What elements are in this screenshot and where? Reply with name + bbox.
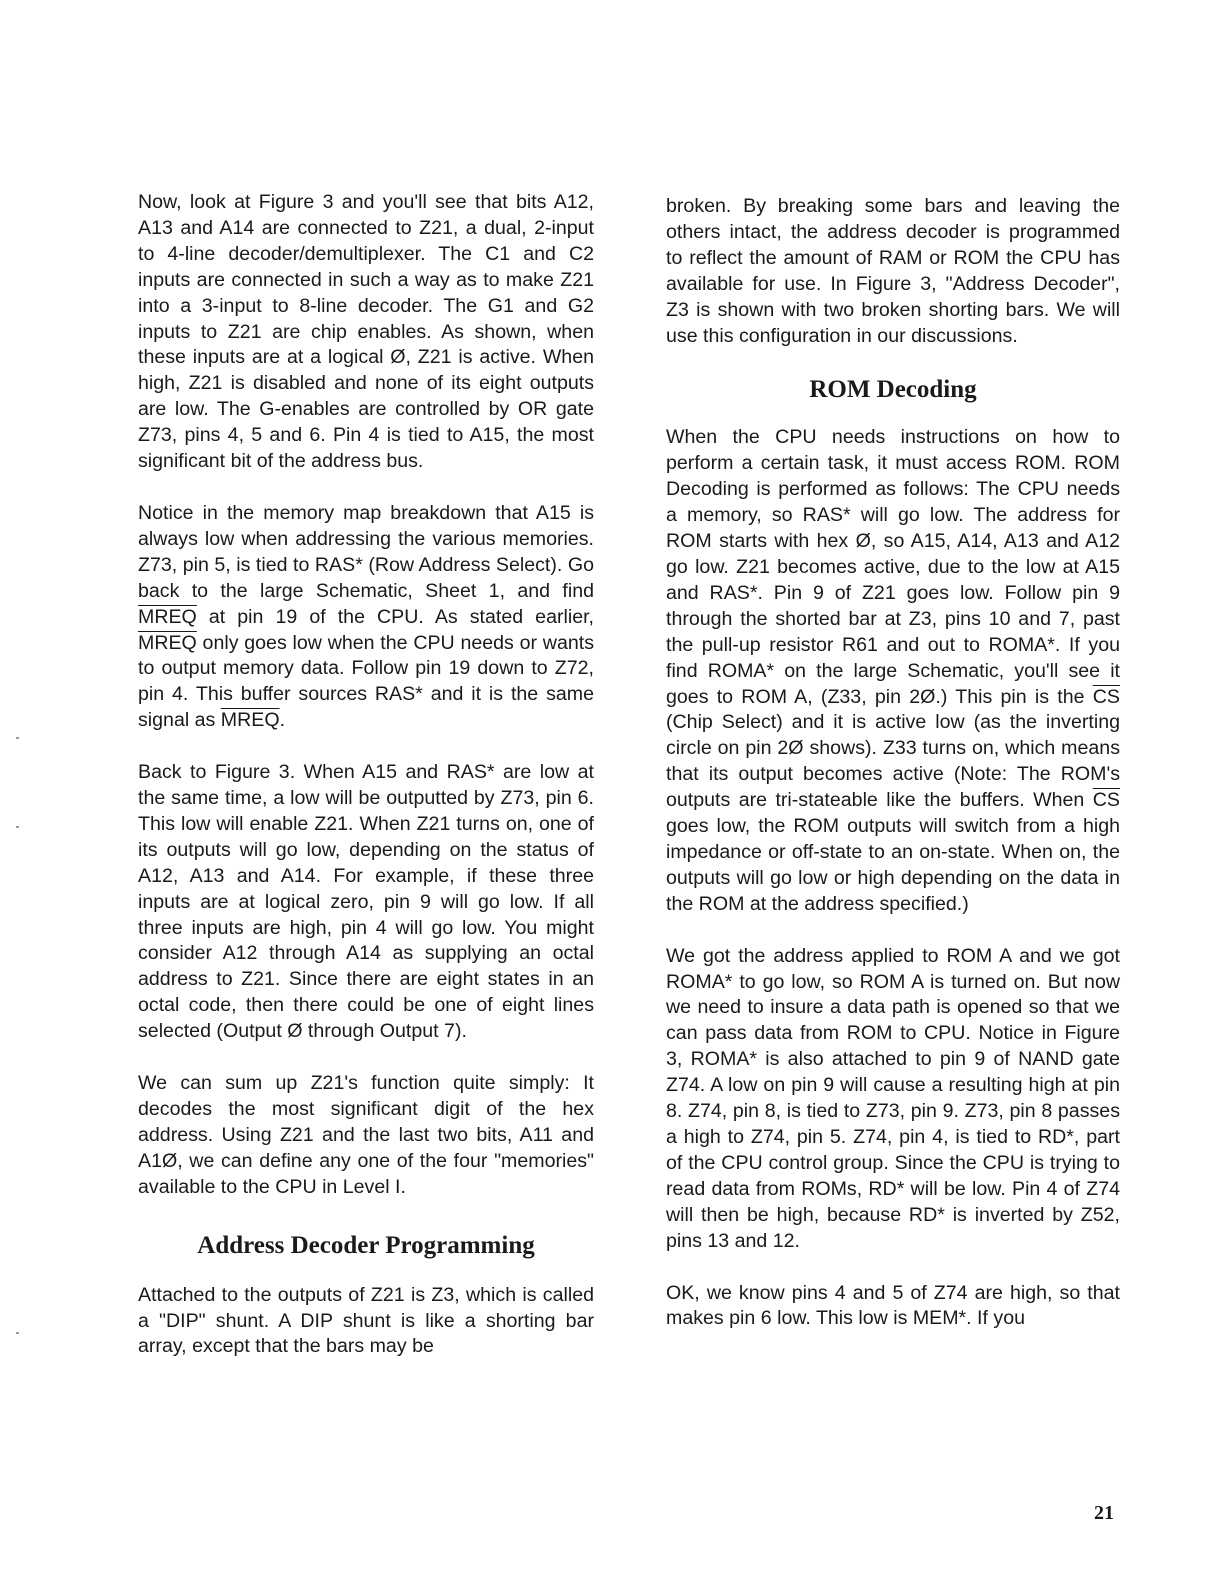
paragraph-text: goes low, the ROM outputs will switch from a high impedance or off-state to an on-state. When on, the outputs will go low or high depending on the data in the ROM at the address specified.) (666, 815, 1120, 915)
paragraph-text: at pin 19 of the CPU. As stated earlier, (196, 605, 594, 628)
cs-signal: $\overline{CS}$ (1092, 685, 1120, 708)
paragraph: Now, look at Figure 3 and you'll see that bits A12, A13 and A14 are connected to Z21, a dual, 2-input to 4-line decoder/demultiplexer. The C1 and C2 inputs are connected in such a way as to make Z21 into a 3-input to 8-line decoder. The G1 and G2 inputs to Z21 are chip enables. As shown, when these inputs are at a logical Ø, Z21 is active. When high, Z21 is disabled and none of its eight outputs are low. The G-enables are controlled by OR gate Z73, pins 4, 5 and 6. Pin 4 is tied to A15, the most significant bit of the address bus. (138, 191, 594, 473)
paragraph-text: Notice in the memory map breakdown that A15 is always low when addressing the various memories. Z73, pin 5, is tied to RAS* (Row Address Select). Go back to the large Schematic, Sheet 1, and find (138, 501, 594, 602)
paragraph-text: only goes low when the CPU needs or wants to output memory data. Follow pin 19 down to Z72, pin 4. This buffer sources RAS* and it is the same signal as (138, 631, 594, 732)
paragraph: We can sum up Z21's function quite simply: It decodes the most significant digit of the hex address. Using Z21 and the last two bits, A11 and A1Ø, we can define any one of the four "memories" available to the CPU in Level I. (138, 1072, 594, 1198)
paragraph-text: . (279, 709, 286, 732)
margin-mark (16, 737, 19, 739)
page-number: 21 (1094, 1502, 1114, 1524)
paragraph-text: When the CPU needs instructions on how to perform a certain task, it must access ROM. ROM Decoding is performed as follows: The CPU needs a memory, so RAS* will go low. The address for ROM starts with hex Ø, so A15, A14, A13 and A12 go low. Z21 becomes active, due to the low at A15 and RAS*. Pin 9 of Z21 goes low. Follow pin 9 through the shorted bar at Z3, pins 10 and 7, past the pull-up resistor R61 and out to ROMA*. If you find ROMA* on the large Schematic, you'll see it goes to ROM A, (Z33, pin 2Ø.) This pin is the (666, 426, 1120, 708)
section-heading: ROM Decoding (809, 376, 977, 404)
paragraph: OK, we know pins 4 and 5 of Z74 are high, so that makes pin 6 low. This low is MEM*. If you (666, 1281, 1120, 1330)
mreq-signal: MREQ (138, 631, 197, 654)
left-column (138, 190, 594, 1386)
paragraph: broken. By breaking some bars and leaving the others intact, the address decoder is programmed to reflect the amount of RAM or ROM the CPU has available for use. In Figure 3, "Address Decoder", Z3 is shown with two broken shorting bars. We will use this configuration in our discussions. (666, 195, 1120, 347)
paragraph: Attached to the outputs of Z21 is Z3, which is called a "DIP" shunt. A DIP shunt is like a shorting bar array, except that the bars may be (138, 1283, 594, 1358)
section-heading: Address Decoder Programming (197, 1231, 535, 1259)
paragraph: We got the address applied to ROM A and we got ROMA* to go low, so ROM A is turned on. But now we need to insure a data path is opened so that we can pass data from ROM to CPU. Notice in Figure 3, ROMA* is also attached to pin 9 of NAND gate Z74. A low on pin 9 will cause a resulting high at pin 8. Z74, pin 8, is tied to Z73, pin 9. Z73, pin 8 passes a high to Z74, pin 5. Z74, pin 4, is tied to RD*, part of the CPU control group. Since the CPU is trying to read data from ROMs, RD* will be low. Pin 4 of Z74 will then be high, because RD* is inverted by Z52, pins 13 and 12. (666, 944, 1120, 1252)
mreq-signal: MREQ (220, 709, 280, 732)
margin-mark (16, 826, 19, 828)
cs-signal: $\overline{CS}$ (1092, 789, 1120, 812)
paragraph-text: (Chip Select) and it is active low (as the inverting circle on pin 2Ø shows). Z33 turns on, which means that its output becomes active (Note: The ROM's outputs are tri-stateable like the buffers. When (666, 711, 1120, 812)
paragraph: Back to Figure 3. When A15 and RAS* are low at the same time, a low will be outputted by Z73, pin 6. This low will enable Z21. When Z21 turns on, one of its outputs will go low, depending on the status of A12, A13 and A14. For example, if these three inputs are at logical zero, pin 9 will go low. If all three inputs are high, pin 4 will go low. You might consider A12 through A14 as supplying an octal address to Z21. Since there are eight states in an octal code, then there could be one of eight lines selected (Output Ø through Output 7). (138, 761, 594, 1043)
mreq-signal: MREQ (138, 605, 197, 628)
margin-mark (16, 1332, 19, 1334)
paragraph (666, 425, 1120, 917)
right-column (666, 194, 1120, 1358)
paragraph (138, 501, 594, 734)
